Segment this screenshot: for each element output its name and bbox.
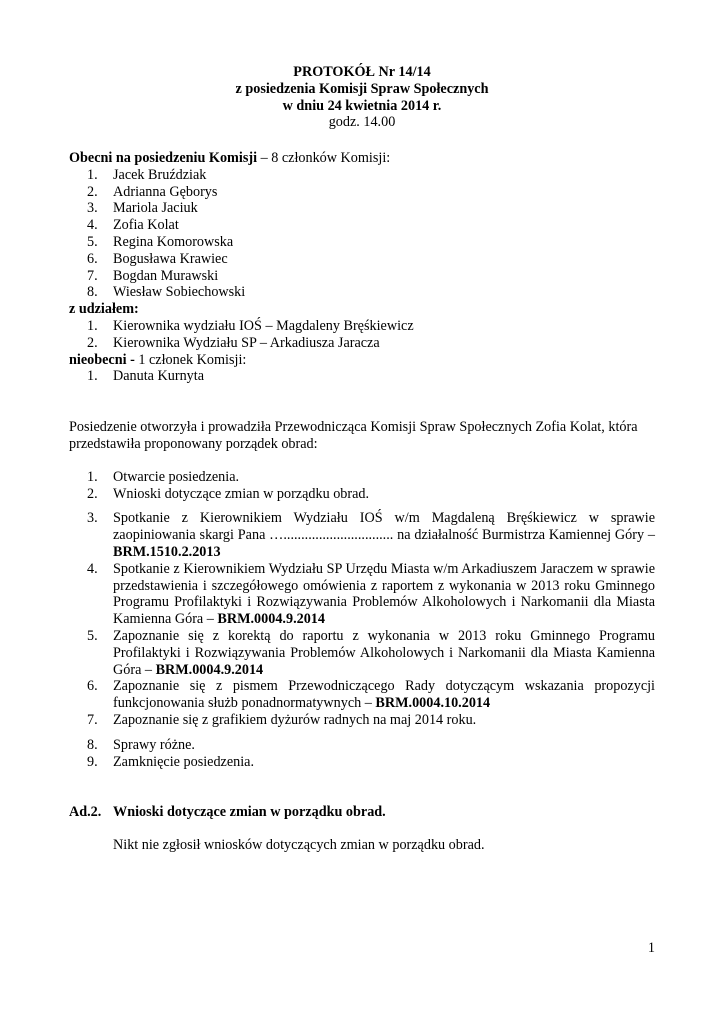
meeting-date: w dniu 24 kwietnia 2014 r. [282, 97, 442, 114]
member-name: Jacek Bruździak [113, 166, 207, 183]
list-item: 7. Bogdan Murawski [69, 268, 655, 285]
absent-label: nieobecni - [69, 351, 139, 368]
intro-line-2: przedstawiła proponowany porządek obrad: [69, 435, 318, 452]
agenda-item-ref: BRM.0004.10.2014 [375, 695, 491, 712]
agenda-item-text: Wnioski dotyczące zmian w porządku obrad. [113, 485, 370, 502]
list-item: 1. Jacek Bruździak [69, 167, 655, 184]
agenda-item-ref: BRM.0004.9.2014 [155, 661, 264, 678]
agenda-item: 4. Spotkanie z Kierownikiem Wydziału SP Urzędu Miasta w/m Arkadiuszem Jaraczem w sprawie przedstawienia i szczegółowego omówienia z raportem z wykonania w 2013 roku Gminnego Programu Profilaktyki i Rozwiązywania Problemów Alkoholowych i Narkomanii dla Miasta Kamienna Góra – BRM.0004.9.2014 [87, 560, 655, 628]
ad2-title: Wnioski dotyczące zmian w porządku obrad. [113, 804, 386, 821]
absent-count: 1 członek Komisji: [138, 351, 247, 368]
page-number: 1 [647, 940, 655, 956]
member-name: Adrianna Gęborys [113, 183, 218, 200]
agenda-item: 3. Spotkanie z Kierownikiem Wydziału IOŚ w/m Magdaleną Bręśkiewicz w sprawie zaopiniowania skargi Pana …............................... na działalność Burmistrza Kamiennej Góry – BRM.1510.2.2013 [87, 510, 655, 560]
agenda-item-text: Spotkanie z Kierownikiem Wydziału IOŚ w/m Magdaleną Bręśkiewicz w sprawie zaopiniowania skargi Pana …............................... na działalność Burmistrza Kamiennej Góry – [113, 510, 655, 544]
ad2-text: Nikt nie zgłosił wniosków dotyczących zmian w porządku obrad. [113, 837, 485, 854]
agenda-item: 5. Zapoznanie się z korektą do raportu z wykonania w 2013 roku Gminnego Programu Profilaktyki i Rozwiązywania Problemów Alkoholowych i Narkomanii dla Miasta Kamienna Góra – BRM.0004.9.2014 [87, 627, 655, 678]
member-name: Bogusława Krawiec [113, 250, 228, 267]
list-item: 3. Mariola Jaciuk [69, 200, 655, 217]
list-item: 2. Kierownika Wydziału SP – Arkadiusza Jaracza [69, 335, 655, 352]
present-label: Obecni na posiedzeniu Komisji [69, 150, 258, 166]
agenda-item: 9. Zamknięcie posiedzenia. [69, 754, 655, 771]
agenda-item: 8. Sprawy różne. [69, 737, 655, 754]
agenda-item: 6. Zapoznanie się z pismem Przewodniczącego Rady dotyczącym wskazania propozycji funkcjonowania służb ponadnormatywnych – BRM.0004.10.2014 [87, 678, 655, 712]
ad2-number: Ad.2. [69, 804, 102, 821]
participant-name: Kierownika wydziału IOŚ – Magdaleny Bręśkiewicz [113, 317, 414, 334]
absent-list [69, 368, 655, 385]
member-name: Bogdan Murawski [113, 267, 219, 284]
document-header [0, 64, 724, 131]
member-name: Wiesław Sobiechowski [113, 284, 246, 301]
agenda-list [69, 469, 655, 771]
list-item: 6. Bogusława Krawiec [69, 251, 655, 268]
list-item: 2. Adrianna Gęborys [69, 184, 655, 201]
protocol-subtitle: z posiedzenia Komisji Spraw Społecznych [235, 80, 489, 97]
list-item: 1. Kierownika wydziału IOŚ – Magdaleny Bręśkiewicz [69, 318, 655, 335]
participant-name: Kierownika Wydziału SP – Arkadiusza Jaracza [113, 334, 380, 351]
list-item: 1. Danuta Kurnyta [69, 368, 655, 385]
member-name: Regina Komorowska [113, 233, 234, 250]
participants-heading: z udziałem: [69, 301, 139, 318]
agenda-item-text: Otwarcie posiedzenia. [113, 468, 240, 485]
present-heading [69, 150, 655, 167]
agenda-item-ref: BRM.1510.2.2013 [113, 543, 221, 560]
present-count: – 8 członków Komisji: [257, 150, 391, 166]
list-item: 8. Wiesław Sobiechowski [69, 284, 655, 301]
intro-line-1: Posiedzenie otworzyła i prowadziła Przewodnicząca Komisji Spraw Społecznych Zofia Kolat, która [69, 419, 638, 436]
list-item: 5. Regina Komorowska [69, 234, 655, 251]
present-members-list [69, 167, 655, 301]
agenda-item-text: Zapoznanie się z korektą do raportu z wykonania w 2013 roku Gminnego Programu Profilaktyki i Rozwiązywania Problemów Alkoholowych i Narkomanii dla Miasta Kamienna Góra – [113, 627, 655, 678]
agenda-item-text: Spotkanie z Kierownikiem Wydziału SP Urzędu Miasta w/m Arkadiuszem Jaraczem w sprawie przedstawienia i szczegółowego omówienia z raportem z wykonania w 2013 roku Gminnego Programu Profilaktyki i Rozwiązywania Problemów Alkoholowych i Narkomanii dla Miasta Kamienna Góra – [113, 560, 655, 628]
protocol-title: PROTOKÓŁ Nr 14/14 [293, 64, 431, 80]
agenda-item-text: Sprawy różne. [113, 736, 195, 753]
member-name: Zofia Kolat [113, 217, 179, 234]
absent-name: Danuta Kurnyta [113, 368, 205, 385]
participants-list [69, 318, 655, 352]
list-item: 4. Zofia Kolat [69, 217, 655, 234]
document-body [69, 150, 655, 854]
ad2-heading [69, 804, 655, 821]
agenda-item: 2. Wnioski dotyczące zmian w porządku obrad. [69, 486, 655, 503]
agenda-item-text: Zapoznanie się z grafikiem dyżurów radnych na maj 2014 roku. [113, 711, 477, 728]
agenda-item-ref: BRM.0004.9.2014 [217, 611, 325, 628]
agenda-item-text: Zamknięcie posiedzenia. [113, 753, 255, 770]
agenda-item: 7. Zapoznanie się z grafikiem dyżurów radnych na maj 2014 roku. [69, 712, 655, 729]
agenda-item-text: Zapoznanie się z pismem Przewodniczącego Rady dotyczącym wskazania propozycji funkcjonowania służb ponadnormatywnych – [113, 678, 655, 712]
absent-heading [69, 352, 655, 369]
meeting-time: godz. 14.00 [328, 114, 396, 131]
agenda-item: 1. Otwarcie posiedzenia. [69, 469, 655, 486]
member-name: Mariola Jaciuk [113, 200, 198, 217]
